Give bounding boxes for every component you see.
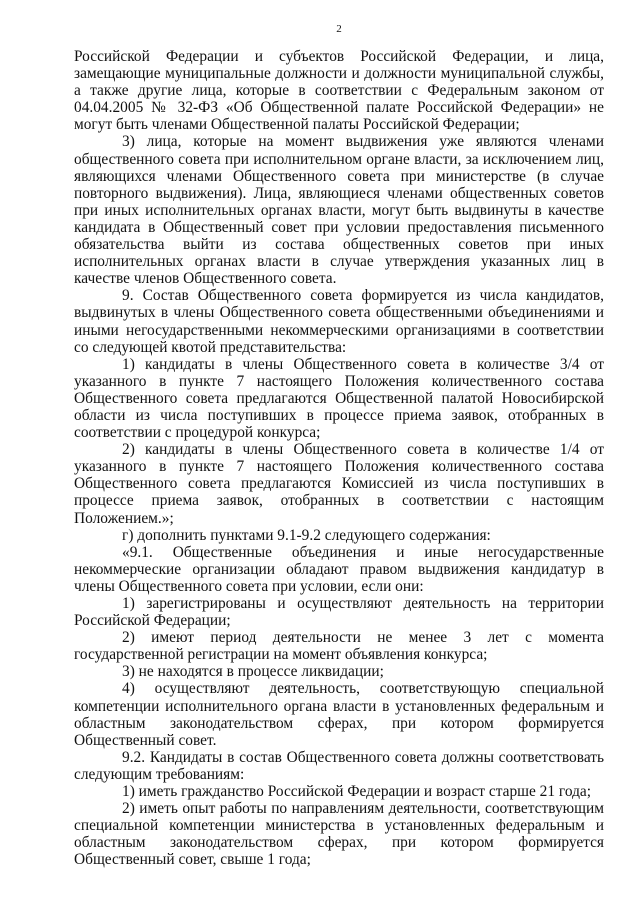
paragraph-clause-9-2: 9.2. Кандидаты в состав Общественного совета должны соответствовать следующим требованиям: xyxy=(74,748,604,783)
paragraph-clause-9-item-2: 2) кандидаты в члены Общественного совета в количестве 1/4 от указанного в пункте 7 настоящего Положения количественного состава Общественного совета предлагаются Комиссией из числа поступивших в процессе приема заявок, отобранных в соответствии с настоящим Положением.»; xyxy=(74,441,604,527)
paragraph-clause-9-1-item-1: 1) зарегистрированы и осуществляют деятельность на территории Российской Федерации; xyxy=(74,595,604,630)
paragraph-clause-9-1-item-4: 4) осуществляют деятельность, соответствующую специальной компетенции исполнительного органа власти в установленных федеральным и областным законодательством сферах, при котором формируется Общественный совет. xyxy=(74,680,604,749)
paragraph-clause-9-item-1: 1) кандидаты в члены Общественного совета в количестве 3/4 от указанного в пункте 7 настоящего Положения количественного состава Общественного совета предлагаются Общественной палатой Новосибирской области из числа поступивших в процессе приема заявок, отобранных в соответствии с процедурой конкурса; xyxy=(74,355,604,442)
paragraph-clause-9: 9. Состав Общественного совета формируется из числа кандидатов, выдвинутых в члены Общественного совета общественными объединениями и иными негосударственными некоммерческими организациями в соответствии со следующей квотой представительства: xyxy=(74,287,604,356)
paragraph-continuation: Российской Федерации и субъектов Российской Федерации, и лица, замещающие муниципальные должности и должности муниципальной службы, а также другие лица, которые в соответствии с Федеральным законом от 04.04.2005 № 32-ФЗ «Об Общественной палате Российской Федерации» не могут быть членами Общественной палаты Российской Федерации; xyxy=(74,48,604,134)
paragraph-clause-9-2-item-2: 2) иметь опыт работы по направлениям деятельности, соответствующим специальной компетенции министерства в установленных федеральным и областным законодательством сферах, при котором формируется Общественный совет, свыше 1 года; xyxy=(74,800,604,869)
paragraph-amendment-g: г) дополнить пунктами 9.1-9.2 следующего содержания: xyxy=(122,526,491,544)
paragraph-item-3: 3) лица, которые на момент выдвижения уже являются членами общественного совета при исполнительном органе власти, за исключением лиц, являющихся членами Общественного совета при министерстве (в случае повторного выдвижения). Лица, являющиеся членами общественных советов при иных исполнительных органах власти, могут быть выдвинуты в качестве кандидата в Общественный совет при условии предоставления письменного обязательства выйти из состава общественных советов при иных исполнительных органах власти в случае утверждения указанных лиц в качестве членов Общественного совета. xyxy=(74,133,604,288)
paragraph-clause-9-2-item-1: 1) иметь гражданство Российской Федерации и возраст старше 21 года; xyxy=(122,783,592,801)
paragraph-clause-9-1-item-2: 2) имеют период деятельности не менее 3 лет с момента государственной регистрации на момент объявления конкурса; xyxy=(74,629,604,664)
page-number: 2 xyxy=(336,23,342,35)
document-body xyxy=(74,48,604,869)
paragraph-clause-9-1-item-3: 3) не находятся в процессе ликвидации; xyxy=(122,663,384,681)
paragraph-clause-9-1: «9.1. Общественные объединения и иные негосударственные некоммерческие организации обладают правом выдвижения кандидатур в члены Общественного совета при условии, если они: xyxy=(74,543,604,595)
